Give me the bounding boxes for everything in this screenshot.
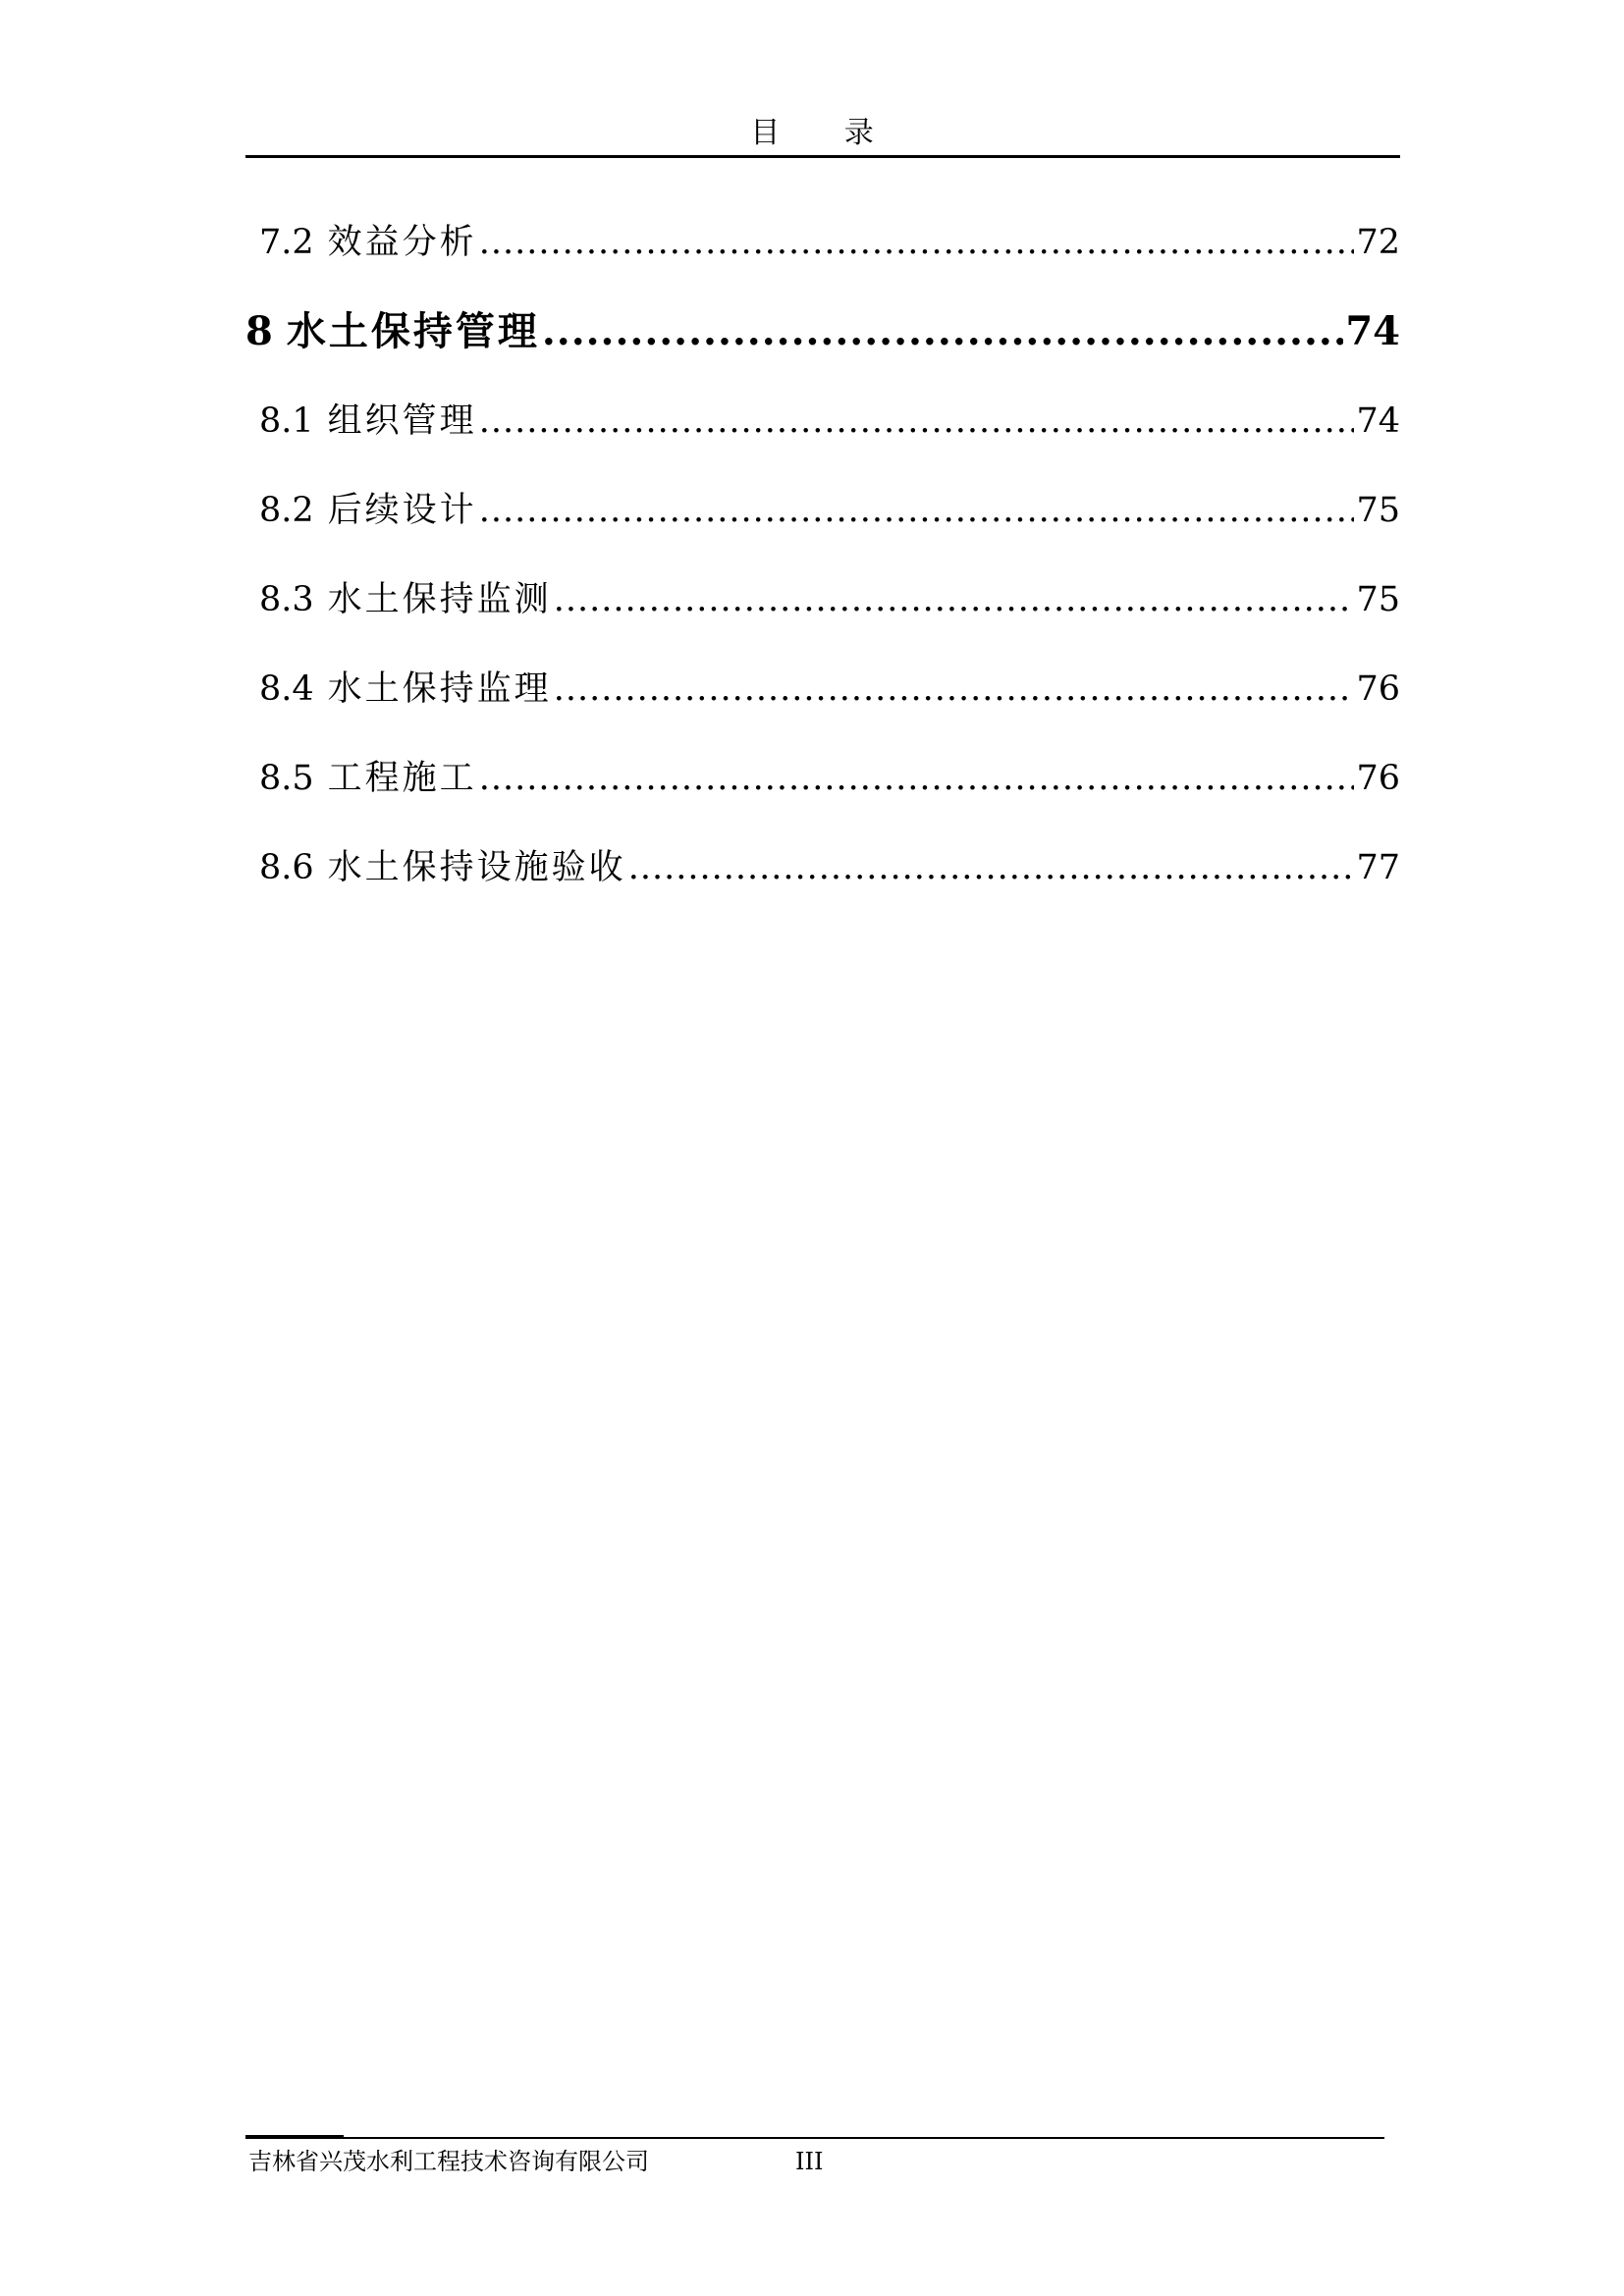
toc-entry-title: 水土保持管理 [286,308,540,354]
toc-entry-page: 77 [1356,848,1400,887]
toc-entry-title: 效益分析 [327,223,477,262]
toc-entry-page: 74 [1356,401,1400,441]
toc-entry-number: 8.2 [259,491,314,530]
toc-dot-leader [479,744,1355,813]
toc-entry-8-6[interactable] [245,833,1400,923]
toc-dot-leader [554,565,1355,634]
toc-entry-8-3[interactable] [245,565,1400,655]
toc-dot-leader [628,833,1355,902]
footer-page-number: III [795,2148,824,2175]
toc-dot-leader [554,655,1355,723]
toc-dot-leader [542,297,1343,366]
toc-entry-number: 7.2 [259,223,314,262]
toc-entry-title: 组织管理 [327,401,477,441]
toc-entry-page: 76 [1356,669,1400,709]
toc-entry-page: 74 [1345,308,1400,354]
toc-entry-title: 后续设计 [327,491,477,530]
toc-entry-page: 75 [1356,580,1400,619]
table-of-contents [245,208,1400,923]
toc-entry-number: 8.4 [259,669,314,709]
toc-entry-8-2[interactable] [245,476,1400,565]
toc-dot-leader [479,208,1355,277]
toc-dot-leader [479,476,1355,545]
page-header-title: 目 录 [750,116,901,150]
footer-company-name: 吉林省兴茂水利工程技术咨询有限公司 [248,2148,649,2175]
toc-entry-number: 8 [245,308,273,354]
toc-entry-8-5[interactable] [245,744,1400,833]
toc-entry-page: 75 [1356,491,1400,530]
toc-entry-page: 72 [1356,223,1400,262]
toc-entry-number: 8.3 [259,580,314,619]
toc-entry-number: 8.1 [259,401,314,441]
toc-entry-8[interactable] [245,297,1400,387]
toc-entry-title: 工程施工 [327,759,477,798]
toc-dot-leader [479,387,1355,455]
toc-entry-page: 76 [1356,759,1400,798]
toc-entry-8-4[interactable] [245,655,1400,744]
toc-entry-7-2[interactable] [245,208,1400,297]
toc-entry-number: 8.5 [259,759,314,798]
toc-entry-8-1[interactable] [245,387,1400,476]
toc-entry-title: 水土保持监理 [327,669,552,709]
toc-entry-number: 8.6 [259,848,314,887]
header-rule [245,155,1400,158]
footer-rule [245,2137,1384,2139]
toc-entry-title: 水土保持设施验收 [327,848,626,887]
toc-entry-title: 水土保持监测 [327,580,552,619]
